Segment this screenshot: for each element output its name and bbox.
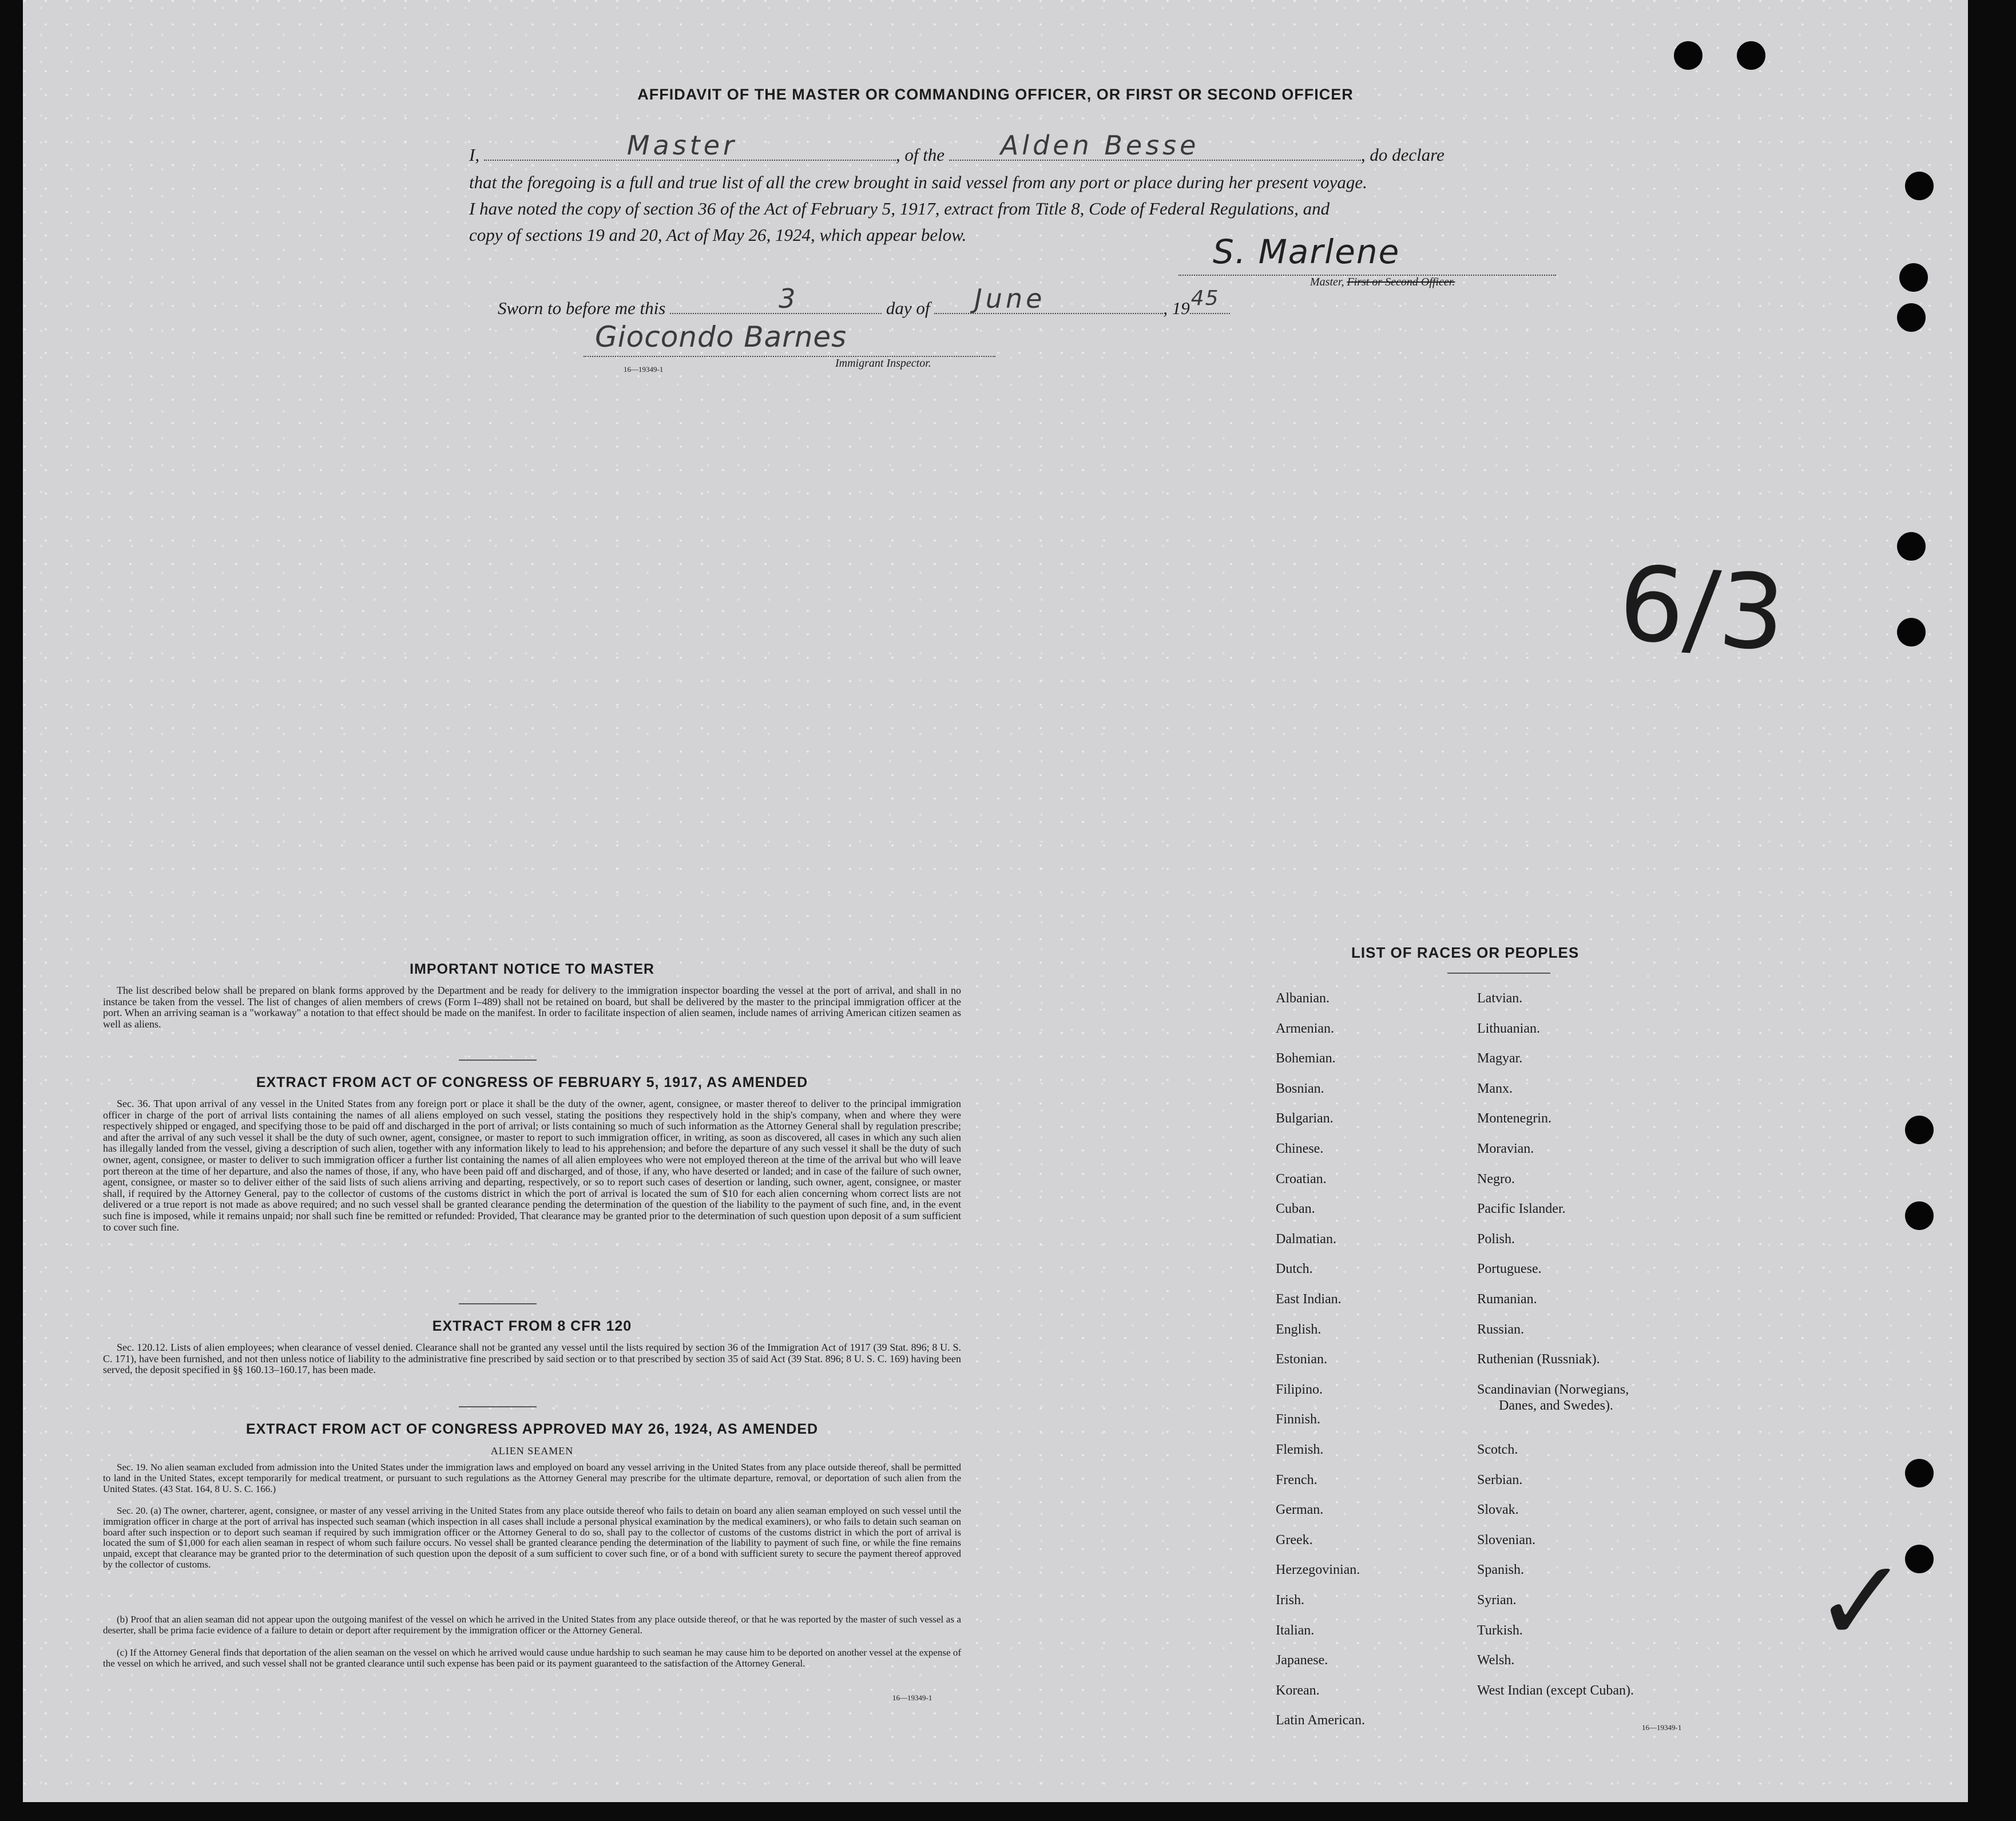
year-handwritten: 45 (1190, 287, 1220, 310)
race-item: Korean. (1276, 1683, 1320, 1698)
race-item: Latvian. (1477, 991, 1523, 1006)
race-item: Japanese. (1276, 1653, 1328, 1668)
race-item: Slovenian. (1477, 1532, 1535, 1548)
declaration-i: I, (469, 145, 480, 165)
sworn-day-field (670, 283, 882, 314)
inspector-signature-line (584, 320, 995, 357)
extract-8cfr-title: EXTRACT FROM 8 CFR 120 (432, 1318, 632, 1334)
struck-officer-label: First or Second Officer. (1347, 276, 1455, 288)
declaration-line-1 (469, 130, 1556, 168)
race-item: Portuguese. (1477, 1261, 1542, 1277)
margin-note-handwritten: 6/3 (1615, 543, 1789, 675)
day-of-label: day of (886, 298, 930, 318)
race-item: Lithuanian. (1477, 1021, 1540, 1036)
divider (459, 1060, 537, 1061)
master-name-field (484, 130, 896, 161)
sec-19-text: Sec. 19. No alien seaman excluded from admission into the United States under the immigration laws and employed on board any vessel arriving in the United States from any place outside thereof, shall be permitted to land in the United States, except temporarily for medical treatment, or pursuant to such regulations as the Attorney General may prescribe for the ultimate departure, removal, or deportation of such alien from the United States. (43 Stat. 164, 8 U. S. C. 166.) (103, 1462, 961, 1494)
sec-20c-text: (c) If the Attorney General finds that deportation of the alien seaman on the vessel on which he arrived would cause undue hardship to such seaman he may cause him to be deported on another vessel at the expense of the vessel on which he arrived, and such vessel shall not be granted clearance until such expense has been paid or its payment guaranteed to the satisfaction of the Attorney General. (103, 1647, 961, 1669)
sec-20a-text: Sec. 20. (a) The owner, charterer, agent, consignee, or master of any vessel arriving in the United States from any place outside thereof who fails to detain on board any alien seaman employed on such vessel until the immigration officer in charge at the port of arrival has inspected such seaman (which inspection in all cases shall include a personal physical examination by the medical examiners), or who fails to detain such seaman on board after such inspection or to deport such seaman if required by such immigration officer or the Attorney General to do so, shall pay to the collector of customs of the customs district in which the port of arrival is located the sum of $1,000 for each alien seaman in respect of whom such failure occurs. No vessel shall be granted clearance pending the determination of the liability to payment of such fine, or while the fine remains unpaid, except that clearance may be granted prior to the determination of such question upon the deposit of a sum sufficient to cover such fine, or of a bond with sufficient surety to secure the payment thereof approved by the collector of customs. (103, 1505, 961, 1570)
vessel-name-field (949, 130, 1361, 161)
sworn-month-field (934, 283, 1163, 314)
race-item: Dutch. (1276, 1261, 1313, 1277)
race-item: German. (1276, 1502, 1324, 1518)
declaration-line-4: copy of sections 19 and 20, Act of May 26, 1924, which appear below. (469, 225, 967, 245)
master-title (1310, 276, 1455, 289)
race-item: East Indian. (1276, 1292, 1342, 1307)
inspector-label: Immigrant Inspector. (835, 357, 931, 370)
race-item: West Indian (except Cuban). (1477, 1683, 1634, 1698)
race-item: Turkish. (1477, 1622, 1523, 1638)
race-item: Filipino. (1276, 1382, 1323, 1397)
extract-8cfr-text: Sec. 120.12. Lists of alien employees; when clearance of vessel denied. Clearance shall not be granted any vessel until the lists required by section 36 of the Immigration Act of 1917 (39 Stat. 896; 8 U. S. C. 171), have been furnished, and not then unless notice of liability to the administrative fine prescribed by said section or to that prescribed by section 35 of said Act (39 Stat. 896; 8 U. S. C. 169) having been served, the deposit specified in §§ 160.13–160.17, has been made. (103, 1342, 961, 1376)
race-item: Montenegrin. (1477, 1111, 1551, 1126)
punch-hole (1897, 303, 1926, 332)
master-signature-line (1178, 232, 1556, 276)
punch-hole (1737, 41, 1765, 70)
master-name-handwritten: Master (626, 130, 737, 161)
races-title: LIST OF RACES OR PEOPLES (1351, 944, 1580, 961)
race-item: Moravian. (1477, 1141, 1534, 1156)
race-item: Pacific Islander. (1477, 1201, 1566, 1217)
extract-1924-title: EXTRACT FROM ACT OF CONGRESS APPROVED MAY 26, 1924, AS AMENDED (245, 1421, 819, 1437)
notice-title: IMPORTANT NOTICE TO MASTER (410, 961, 654, 977)
check-mark-handwritten: ✓ (1813, 1535, 1910, 1668)
race-item: Estonian. (1276, 1352, 1327, 1367)
race-item: Welsh. (1477, 1653, 1515, 1668)
race-item: Herzegovinian. (1276, 1562, 1360, 1578)
sworn-day-handwritten: 3 (779, 283, 799, 314)
extract-1917-text: Sec. 36. That upon arrival of any vessel in the United States from any foreign port or place it shall be the duty of the owner, agent, consignee, or master thereof to deliver to the principal immigration officer in charge of the port of arrival lists containing the names of all aliens employed on such vessel, stating the positions they respectively hold in the ship's company, when and where they were respectively shipped or engaged, and specifying those to be paid off and discharged in the port of arrival; or lists containing so much of such information as the Attorney General shall by regulation prescribe; and after the arrival of any such vessel it shall be the duty of such owner, agent, consignee, or master to report to such immigration officer, in writing, as soon as discovered, all cases in which any such alien has illegally landed from the vessel, giving a description of such alien, together with any information likely to lead to his apprehension; and before the departure of any such vessel it shall be the duty of such owner, agent, consignee, or master to deliver to such immigration officer a further list containing the names of all alien employees who were not employed thereon at the time of the arrival but who will leave port thereon at the time of her departure, and also the names of those, if any, who have been paid off and discharged, and of those, if any, who have deserted or landed; and in case of the failure of such owner, agent, consignee, or master so to deliver either of the said lists of such aliens arriving and departing, respectively, or so to report such cases of desertion or landing, such owner, agent, consignee, or master shall, if required by the Attorney General, pay to the collector of customs of the customs district in which the port of arrival is located the sum of $10 for each alien concerning whom correct lists are not delivered or a true report is not made as above required; and no such vessel shall be granted clearance pending the determination of the question of the liability to the payment of such fine, and, in the event such fine is imposed, while it remains unpaid; nor shall such fine be remitted or refunded: Provided, That clearance may be granted prior to the determination of such question upon deposit of a sum sufficient to cover such fine. (103, 1098, 961, 1233)
race-item: Greek. (1276, 1532, 1313, 1548)
race-item: Syrian. (1477, 1593, 1517, 1608)
race-item: Manx. (1477, 1081, 1513, 1096)
race-item: Croatian. (1276, 1171, 1327, 1187)
master-label: Master, (1310, 276, 1344, 288)
race-item: Scandinavian (Norwegians, (1477, 1382, 1629, 1397)
notice-text: The list described below shall be prepared on blank forms approved by the Department and be ready for delivery to the immigration inspector boarding the vessel at the port of arrival, and shall in no instance be taken from the vessel. The list of changes of alien members of crews (Form I–489) shall not be retained on board, but shall be delivered by the master to the principal immigration officer at the port. When an arriving seaman is a "workaway" a notation to that effect should be made on the manifest. In order to facilitate inspection of alien seamen, include names of arriving American citizen seamen as well as aliens. (103, 985, 961, 1030)
declaration-line-2: that the foregoing is a full and true list of all the crew brought in said vessel from any port or place during her present voyage. (469, 172, 1367, 192)
race-item: Magyar. (1477, 1051, 1523, 1066)
race-item: Ruthenian (Russniak). (1477, 1352, 1600, 1367)
master-signature: S. Marlene (1213, 232, 1400, 271)
race-item: Cuban. (1276, 1201, 1315, 1217)
extract-form-number: 16—19349-1 (892, 1693, 932, 1702)
alien-seamen-subtitle: ALIEN SEAMEN (490, 1445, 574, 1457)
punch-hole (1905, 1116, 1934, 1144)
race-item: Danes, and Swedes). (1499, 1398, 1613, 1413)
document-page (23, 0, 1968, 1802)
race-item: Slovak. (1477, 1502, 1519, 1518)
punch-hole (1905, 1201, 1934, 1230)
race-item: Bulgarian. (1276, 1111, 1334, 1126)
sec-20b-text: (b) Proof that an alien seaman did not appear upon the outgoing manifest of the vessel on which he arrived in the United States from any place outside thereof, or that he was reported by the master of such vessel as a deserter, shall be prima facie evidence of a failure to detain or deport after requirement by the immigration officer or the Attorney General. (103, 1614, 961, 1636)
divider (459, 1406, 537, 1407)
punch-hole (1897, 532, 1926, 561)
race-item: Armenian. (1276, 1021, 1334, 1036)
race-item: Irish. (1276, 1593, 1304, 1608)
race-item: Scotch. (1477, 1442, 1518, 1457)
punch-hole (1899, 263, 1928, 292)
vessel-name-handwritten: Alden Besse (1000, 130, 1200, 161)
punch-hole (1905, 1459, 1934, 1487)
do-declare-label: , do declare (1360, 145, 1444, 165)
race-item: Bohemian. (1276, 1051, 1336, 1066)
extract-1917-title: EXTRACT FROM ACT OF CONGRESS OF FEBRUARY 5, 1917, AS AMENDED (256, 1074, 808, 1090)
race-item: Flemish. (1276, 1442, 1324, 1457)
divider (1447, 973, 1550, 974)
divider (459, 1303, 537, 1304)
race-item: Latin American. (1276, 1713, 1365, 1728)
race-item: Polish. (1477, 1231, 1515, 1247)
declaration-line-3: I have noted the copy of section 36 of the Act of February 5, 1917, extract from Title 8, Code of Federal Regulations, and (469, 199, 1330, 219)
race-item: Russian. (1477, 1322, 1525, 1337)
punch-hole (1897, 618, 1926, 646)
race-item: Albanian. (1276, 991, 1330, 1006)
race-item: French. (1276, 1472, 1317, 1487)
race-item: Italian. (1276, 1622, 1315, 1638)
sworn-month-handwritten: June (974, 283, 1046, 314)
race-item: Finnish. (1276, 1412, 1321, 1427)
race-item: Dalmatian. (1276, 1231, 1336, 1247)
race-item: Negro. (1477, 1171, 1515, 1187)
inspector-signature: Giocondo Barnes (595, 320, 847, 354)
punch-hole (1674, 41, 1703, 70)
punch-hole (1905, 172, 1934, 200)
affidavit-form-number: 16—19349-1 (624, 365, 664, 374)
of-the-label: , of the (895, 145, 945, 165)
year-field (1190, 287, 1230, 314)
race-item: English. (1276, 1322, 1321, 1337)
affidavit-title: AFFIDAVIT OF THE MASTER OR COMMANDING OFFICER, OR FIRST OR SECOND OFFICER (637, 86, 1354, 103)
race-item: Spanish. (1477, 1562, 1525, 1578)
year-prefix: , 19 (1163, 298, 1190, 318)
race-item: Bosnian. (1276, 1081, 1324, 1096)
race-item: Chinese. (1276, 1141, 1324, 1156)
race-item: Rumanian. (1477, 1292, 1537, 1307)
sworn-label: Sworn to before me this (498, 298, 666, 318)
race-item: Serbian. (1477, 1472, 1523, 1487)
races-form-number: 16—19349-1 (1642, 1723, 1682, 1732)
sworn-line (498, 283, 1356, 322)
